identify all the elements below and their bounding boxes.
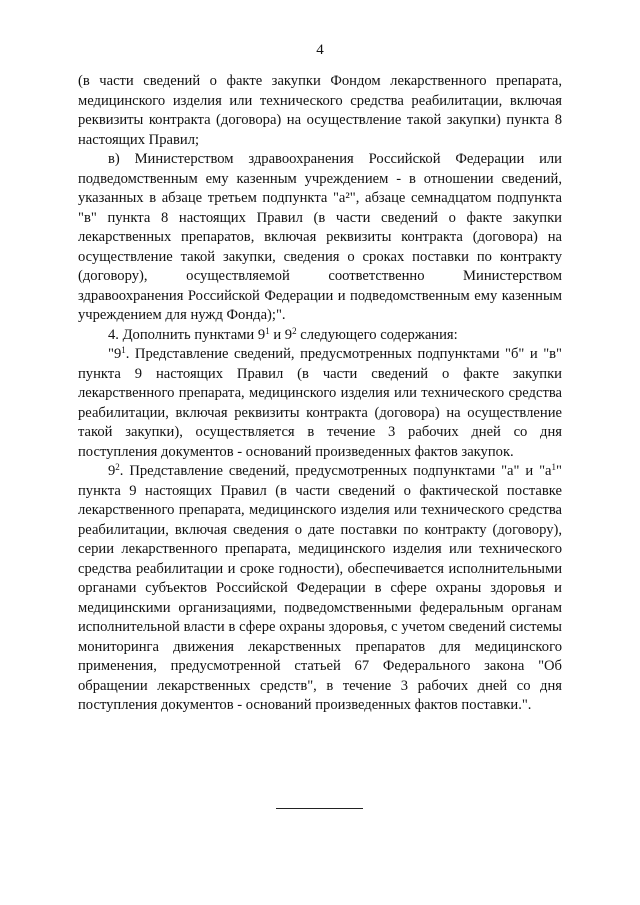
superscript: 1 xyxy=(265,325,270,336)
superscript: 2 xyxy=(292,325,297,336)
paragraph-clause-9-2 xyxy=(78,462,562,716)
page-number: 4 xyxy=(316,42,324,58)
clause-text: . Представление сведений, предусмотренных подпунктами "а" и "а xyxy=(119,463,552,479)
amendment-intro-text: 4. Дополнить пунктами 9 xyxy=(108,326,266,343)
document-body xyxy=(78,72,562,716)
end-separator-line xyxy=(276,808,363,809)
superscript: 2 xyxy=(115,462,120,472)
clause-text: 9 xyxy=(108,463,116,479)
paragraph-ministry-clause: в) Министерством здравоохранения Российской Федерации или подведомственным ему казенным учреждением - в отношении сведений, указанных в абзаце третьем подпункта "а²", абзаце семнадцатом подпункта "в" пункта 8 настоящих Правил (в части сведений о факте закупки лекарственных препаратов, включая реквизиты контракта (договора) на осуществление такой закупки, сведения о сроках поставки по контракту (договору), осуществляемой соответственно Министерством здравоохранения Российской Федерации и подведомственным ему казенным учреждением для нужд Фонда);". xyxy=(78,151,562,323)
amendment-intro-text: следующего содержания: xyxy=(296,326,458,343)
amendment-intro-text: и 9 xyxy=(269,326,293,343)
paragraph-clause-9-1 xyxy=(78,345,562,462)
paragraph-procurement-clause: (в части сведений о факте закупки Фондом лекарственного препарата, медицинского изделия или технического средства реабилитации, включая реквизиты контракта (договора) на осуществление такой закупки) пункта 8 настоящих Правил; xyxy=(78,73,562,148)
superscript: 1 xyxy=(121,345,126,355)
clause-text: "9 xyxy=(108,346,122,362)
superscript: 1 xyxy=(551,462,557,472)
paragraph-amendment-intro xyxy=(78,326,562,346)
clause-text: " пункта 9 настоящих Правил (в части сведений о фактической поставке лекарственного препарата, медицинского изделия или технического средства реабилитации, включая сведения о дате поставки по контракту (договору), серии лекарственного препарата, медицинского изделия или технического средства реабилитации и сроке годности), обеспечивается исполнительными органами субъектов Российской Федерации в сфере охраны здоровья и медицинскими организациями, подведомственными федеральным органам исполнительной власти в сфере охраны здоровья, с учетом сведений системы мониторинга движения лекарственных препаратов для медицинского применения, предусмотренной статьей 67 Федерального закона "Об обращении лекарственных средств", в течение 3 рабочих дней со дня поступления документов - оснований произведенных фактов поставки.". xyxy=(78,463,562,713)
clause-text: . Представление сведений, предусмотренных подпунктами "б" и "в" пункта 9 настоящих Правил (в части сведений о факте закупки лекарственного препарата, медицинского изделия или технического средства реабилитации, включая реквизиты контракта (договора) на осуществление такой закупки), осуществляется в течение 3 рабочих дней со дня поступления документов - оснований произведенных фактов закупок. xyxy=(78,346,562,460)
